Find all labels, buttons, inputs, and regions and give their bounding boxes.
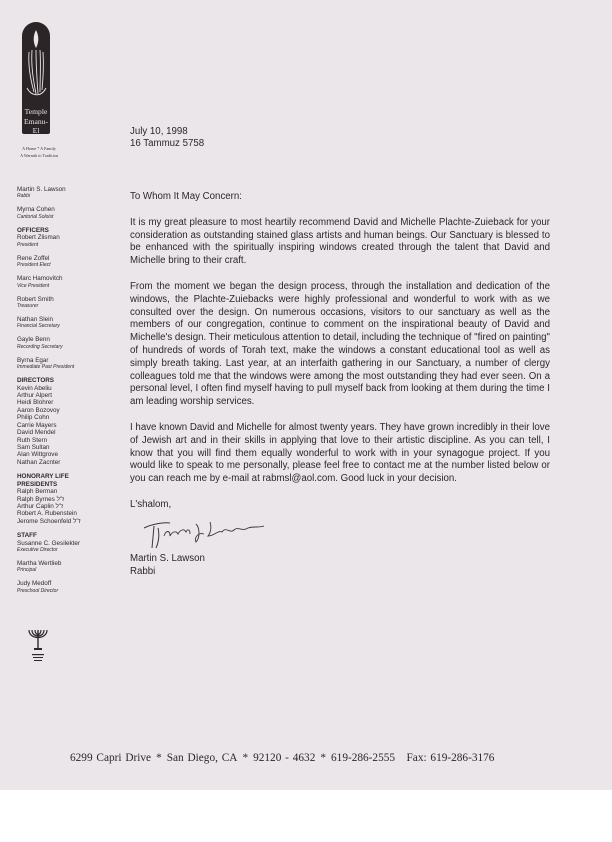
letter-date: July 10, 1998 (130, 126, 188, 137)
hebrew-date: 16 Tammuz 5758 (130, 138, 205, 149)
logo-tagline-2: A Warmth to Tradition (20, 153, 58, 158)
footer-zip: 92120 - 4632 (253, 752, 316, 764)
staff-name: Judy Medoff (17, 580, 52, 588)
logo-line-1: Temple (24, 107, 48, 116)
officer-entry (17, 336, 117, 349)
staff-title: Principal (17, 567, 37, 574)
staff-entry (17, 540, 117, 553)
honorary-name: Arthur Caplin ז"ל (17, 502, 64, 510)
officer-name: Byrna Egar (17, 356, 49, 364)
officer-title: Vice President (17, 282, 50, 289)
scan-margin (0, 790, 612, 842)
footer-separator: * (156, 752, 162, 764)
leadership-sidebar (17, 186, 117, 601)
signature-scribble (130, 514, 280, 552)
officer-title: Treasurer (17, 302, 39, 309)
honorary-name: Ralph Berman (17, 488, 58, 496)
honorary-name: Robert A. Rubenstein (17, 510, 77, 518)
footer-address: 6299 Capri Drive (70, 752, 152, 764)
signer-name: Martin S. Lawson (130, 552, 205, 564)
staff-name: Susanne C. Gesilekter (17, 539, 80, 547)
clergy-name: Myrna Cohen (17, 206, 55, 214)
director-name: Philip Cohn (17, 414, 50, 422)
paragraph: It is my great pleasure to most heartily recommend David and Michelle Plachte-Zuieback for your consideration as outstanding stained glass artists and human beings. Our Sanctuary is blessed to be enhanced with the spiritually inspiring windows created through the talent that David and Michelle bring to their craft. (130, 216, 550, 267)
officer-entry (17, 296, 117, 309)
clergy-group (17, 186, 117, 199)
footer-separator: * (242, 752, 249, 764)
director-name: Nathan Zacnter (17, 458, 61, 466)
officer-name: Marc Hamovitch (17, 275, 63, 283)
officer-title: President Elect (17, 262, 51, 269)
officer-title: Immediate Past President (17, 364, 75, 371)
footer-fax: Fax: 619-286-3176 (406, 752, 495, 764)
temple-logo (22, 22, 50, 134)
director-name: Sam Sultan (17, 443, 50, 451)
honorary-subheading: PRESIDENTS (17, 480, 58, 488)
officer-title: Recording Secretary (17, 343, 63, 350)
director-name: Carrie Mayers (17, 421, 57, 429)
officer-entry (17, 255, 117, 268)
honorary-group (17, 473, 117, 525)
salutation: To Whom It May Concern: (130, 191, 242, 202)
directors-group (17, 377, 117, 466)
letter-body (130, 126, 550, 578)
honorary-name: Ralph Byrnes ז"ל (17, 495, 65, 503)
clergy-group (17, 206, 117, 219)
officer-name: Robert Smith (17, 295, 54, 303)
handwritten-signature (130, 514, 550, 552)
staff-entry (17, 580, 117, 593)
directors-heading: DIRECTORS (17, 377, 54, 385)
staff-title: Executive Director (17, 547, 58, 554)
paragraph: I have known David and Michelle for almost twenty years. They have grown incredibly in their love of Jewish art and in their skills in applying that love to their artistic discipline. As you can tell, I know that you will find them equally wonderful to work with in your synagogue project. If you would like to speak to me personally, please feel free to contact me at the number listed below or you can reach me by e-mail at rabmsl@aol.com. Good luck in your decision. (130, 421, 550, 485)
director-name: Aaron Bozovoy (17, 406, 60, 414)
staff-entry (17, 560, 117, 573)
officer-entry (17, 234, 117, 247)
closing: L'shalom, (130, 498, 172, 510)
officer-entry (17, 275, 117, 288)
director-name: Kevin Abeliu (17, 384, 52, 392)
letterhead-footer (70, 752, 550, 764)
staff-name: Martha Wertlieb (17, 560, 62, 568)
director-name: Alan Wittgrove (17, 451, 58, 459)
signer-title: Rabbi (130, 565, 156, 577)
officer-title: President (17, 241, 39, 248)
officers-heading: OFFICERS (17, 226, 49, 234)
officer-entry (17, 316, 117, 329)
officer-entry (17, 357, 117, 370)
clergy-name: Martin S. Lawson (17, 186, 66, 193)
menorah-icon (27, 628, 49, 664)
clergy-title: Rabbi (17, 193, 31, 200)
officer-name: Rene Zoffel (17, 254, 50, 262)
clergy-title: Cantorial Soloist (17, 213, 54, 220)
footer-city: San Diego, CA (166, 752, 238, 764)
director-name: David Mendel (17, 429, 56, 437)
footer-separator: * (320, 752, 327, 764)
logo-line-2: Emanu-El (23, 117, 49, 135)
officer-title: Financial Secretary (17, 323, 60, 330)
flame-hand-icon (22, 22, 50, 106)
footer-phone: 619-286-2555 (331, 752, 396, 764)
staff-title: Preschool Director (17, 587, 59, 594)
logo-tagline-1: A Home * A Family (22, 146, 56, 151)
staff-heading: STAFF (17, 532, 37, 540)
officer-name: Gayle Benn (17, 336, 50, 344)
officer-name: Robert Zlisman (17, 234, 60, 242)
honorary-name: Jerome Schoenfeld ז"ל (17, 517, 81, 525)
director-name: Ruth Stern (17, 436, 48, 444)
officer-name: Nathan Slein (17, 315, 54, 323)
director-name: Heidi Blohrer (17, 399, 54, 407)
honorary-heading: HONORARY LIFE (17, 473, 69, 481)
paragraph: From the moment we began the design process, through the installation and dedication of the windows, the Plachte-Zuiebacks were highly professional and wonderful to work with as we consulted over the design. On numerous occasions, visitors to our sanctuary as well as the members of our congregation, continue to comment on the inspirational beauty of David and Michelle's design. Their meticulous attention to detail, including the technique of "fired on painting" of hundreds of words of Torah text, make the windows a constant educational tool as well as simply breath taking. Last year, at an interfaith gathering in our Sanctuary, a number of clergy colleagues told me that the windows were among the most outstanding they had ever seen. On a personal level, I often find myself having to pull myself back from looking at them during the time I am leading worship services. (130, 280, 550, 408)
director-name: Arthur Alpert (17, 392, 52, 400)
